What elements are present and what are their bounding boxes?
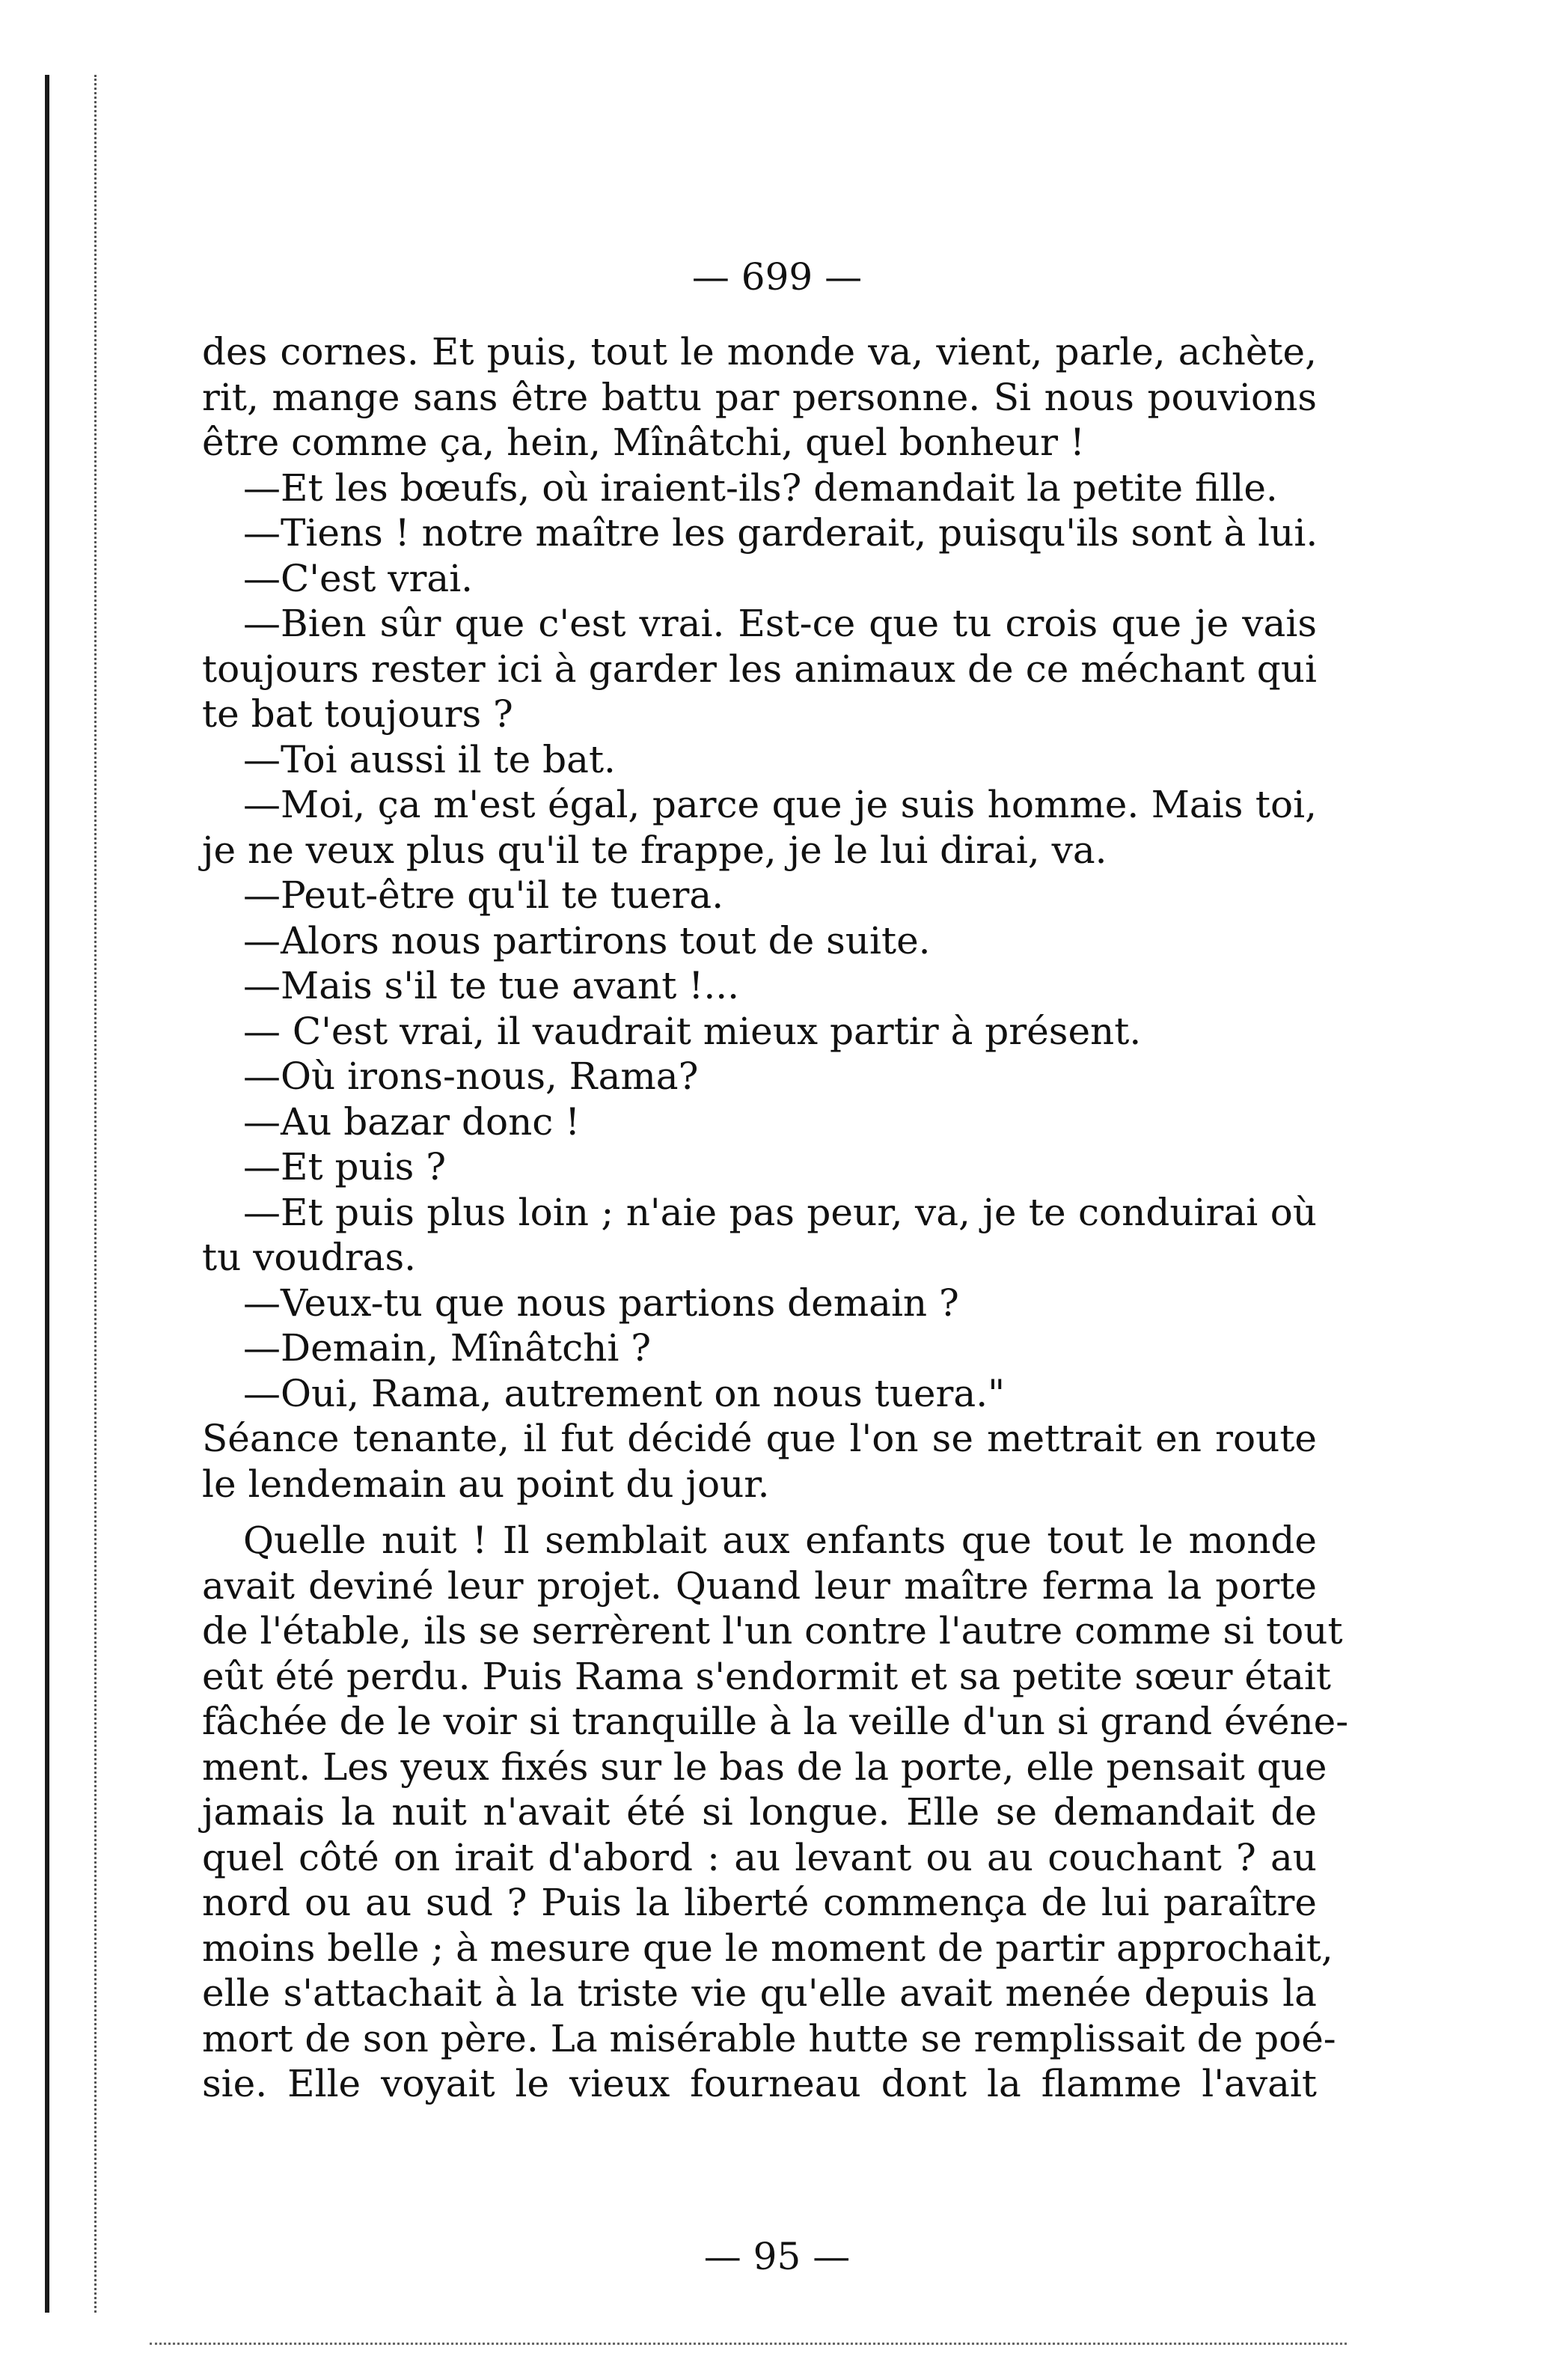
text-line: je ne veux plus qu'il te frappe, je le lui dirai, va. xyxy=(202,828,1107,872)
text-line: nord ou au sud ? Puis la liberté commença de lui paraître xyxy=(202,1881,1317,1924)
text-line: toujours rester ici à garder les animaux de ce méchant qui xyxy=(202,647,1317,691)
text-line: rit, mange sans être battu par personne. Si nous pouvions xyxy=(202,375,1317,419)
dialogue-line: —Mais s'il te tue avant !... xyxy=(243,964,740,1007)
dialogue-line: —Moi, ça m'est égal, parce que je suis homme. Mais toi, xyxy=(243,783,1317,826)
text-line: le lendemain au point du jour. xyxy=(202,1462,770,1506)
dialogue-line: —Oui, Rama, autrement on nous tuera." xyxy=(243,1371,1006,1415)
paragraph-first-line: Quelle nuit ! Il semblait aux enfants que tout le monde xyxy=(243,1519,1317,1562)
dialogue-line: —Toi aussi il te bat. xyxy=(243,737,616,781)
dialogue-line: —Et les bœufs, où iraient-ils? demandait la petite fille. xyxy=(243,466,1278,510)
dialogue-line: —C'est vrai. xyxy=(243,556,474,600)
text-line: te bat toujours ? xyxy=(202,692,513,736)
text-line: moins belle ; à mesure que le moment de partir approchait, xyxy=(202,1926,1333,1970)
page-binding-edge xyxy=(45,75,97,2313)
text-line: ment. Les yeux fixés sur le bas de la porte, elle pensait que xyxy=(202,1745,1327,1789)
dialogue-line: — C'est vrai, il vaudrait mieux partir à présent. xyxy=(243,1009,1142,1053)
text-line: des cornes. Et puis, tout le monde va, vient, parle, achète, xyxy=(202,330,1317,373)
text-line: fâchée de le voir si tranquille à la veille d'un si grand événe- xyxy=(202,1700,1349,1743)
text-line: de l'étable, ils se serrèrent l'un contre l'autre comme si tout xyxy=(202,1609,1343,1653)
dialogue-line: —Tiens ! notre maître les garderait, puisqu'ils sont à lui. xyxy=(243,511,1318,555)
page-bottom-edge xyxy=(150,2343,1347,2345)
text-line: quel côté on irait d'abord : au levant ou au couchant ? au xyxy=(202,1835,1317,1879)
text-line: être comme ça, hein, Mînâtchi, quel bonheur ! xyxy=(202,421,1086,464)
page-footer-number: — 95 — xyxy=(703,2235,851,2278)
text-line: eût été perdu. Puis Rama s'endormit et sa petite sœur était xyxy=(202,1654,1332,1698)
text-line: mort de son père. La misérable hutte se remplissait de poé- xyxy=(202,2016,1336,2060)
dialogue-line: —Veux-tu que nous partions demain ? xyxy=(243,1281,959,1325)
text-line: jamais la nuit n'avait été si longue. Elle se demandait de xyxy=(202,1790,1317,1834)
dialogue-line: —Au bazar donc ! xyxy=(243,1099,581,1144)
text-line: elle s'attachait à la triste vie qu'elle avait menée depuis la xyxy=(202,1971,1317,2015)
text-line: avait deviné leur projet. Quand leur maître ferma la porte xyxy=(202,1563,1317,1608)
text-line: tu voudras. xyxy=(202,1236,417,1279)
dialogue-line: —Demain, Mînâtchi ? xyxy=(243,1326,652,1370)
text-line: sie. Elle voyait le vieux fourneau dont la flamme l'avait xyxy=(202,2062,1317,2105)
dialogue-line: —Où irons-nous, Rama? xyxy=(243,1055,699,1098)
body-text xyxy=(202,329,1349,2107)
dialogue-line: —Bien sûr que c'est vrai. Est-ce que tu crois que je vais xyxy=(243,602,1317,645)
text-line: Séance tenante, il fut décidé que l'on se mettrait en route xyxy=(202,1417,1317,1460)
page-header-number: — 699 — xyxy=(691,255,863,299)
dialogue-line: —Peut-être qu'il te tuera. xyxy=(243,873,724,917)
dialogue-line: —Et puis plus loin ; n'aie pas peur, va, je te conduirai où xyxy=(243,1190,1317,1234)
dialogue-line: —Alors nous partirons tout de suite. xyxy=(243,918,931,962)
dialogue-line: —Et puis ? xyxy=(243,1145,447,1189)
